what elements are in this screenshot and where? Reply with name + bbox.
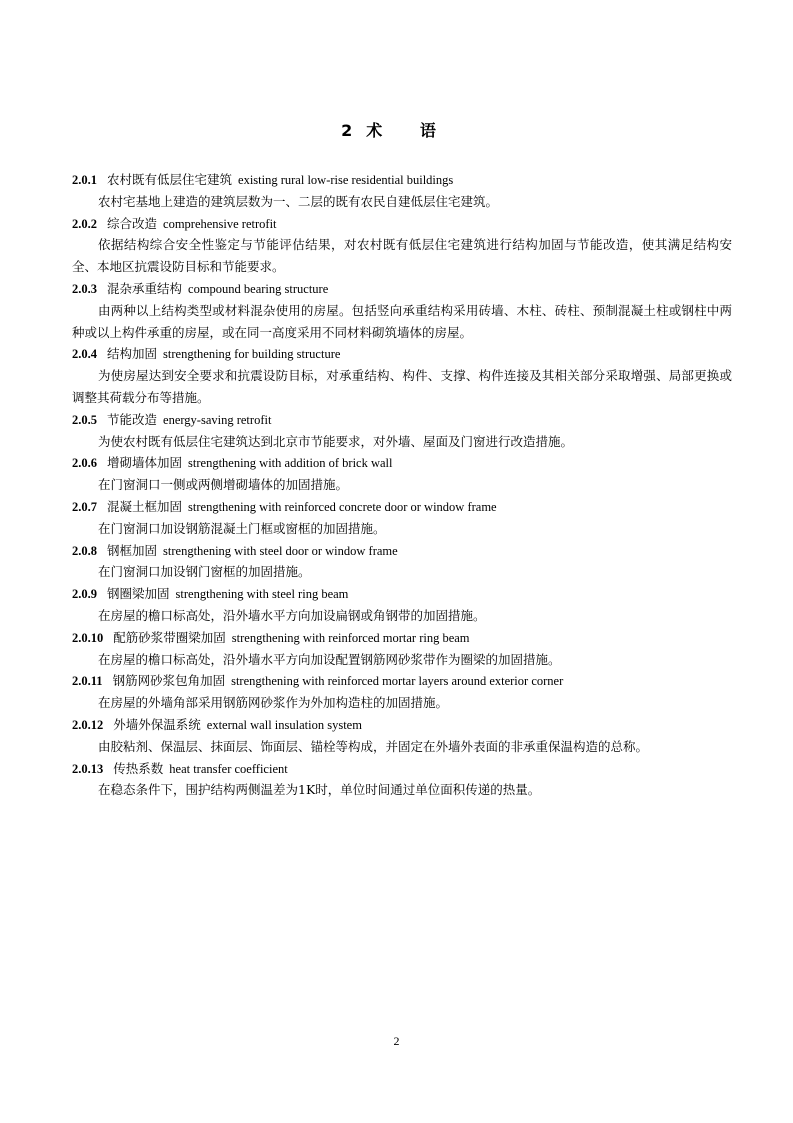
term-heading [72, 213, 732, 235]
term-heading [72, 540, 732, 562]
term-definition: 在房屋的檐口标高处，沿外墙水平方向加设扁钢或角钢带的加固措施。 [98, 607, 486, 623]
term-heading [72, 758, 732, 780]
term-code: 2.0.13 [72, 761, 104, 776]
term-english: existing rural low-rise residential buildings [238, 173, 454, 187]
term-chinese: 钢框加固 [107, 542, 158, 558]
term-code: 2.0.4 [72, 347, 97, 362]
term-chinese: 混凝土框加固 [107, 498, 183, 514]
term-entry [72, 343, 732, 408]
term-entry [72, 213, 732, 278]
term-english: strengthening with steel door or window frame [163, 543, 398, 558]
term-code: 2.0.1 [72, 173, 97, 187]
term-code: 2.0.6 [72, 456, 97, 471]
term-code: 2.0.8 [72, 543, 97, 558]
term-heading [72, 583, 732, 605]
terms-list [72, 169, 732, 801]
term-definition: 在门窗洞口加设钢门窗框的加固措施。 [98, 564, 311, 580]
term-definition: 由两种以上结构类型或材料混杂使用的房屋。包括竖向承重结构采用砖墙、木柱、砖柱、预制混凝土柱或钢柱中两种或以上构件承重的房屋，或在同一高度采用不同材料砌筑墙体的房屋。 [72, 302, 732, 340]
term-definition: 依据结构综合安全性鉴定与节能评估结果，对农村既有低层住宅建筑进行结构加固与节能改造，使其满足结构安全、本地区抗震设防目标和节能要求。 [72, 237, 732, 275]
term-code: 2.0.7 [72, 499, 97, 514]
term-chinese: 节能改造 [107, 411, 158, 427]
term-heading [72, 452, 732, 474]
term-english: strengthening with steel ring beam [175, 587, 349, 602]
term-code: 2.0.11 [72, 674, 103, 689]
term-definition: 农村宅基地上建造的建筑层数为一、二层的既有农民自建低层住宅建筑。 [98, 193, 499, 209]
term-definition: 在门窗洞口加设钢筋混凝土门框或窗框的加固措施。 [98, 520, 386, 536]
term-code: 2.0.9 [72, 587, 97, 602]
term-heading [72, 496, 732, 518]
term-entry [72, 278, 732, 343]
term-entry [72, 452, 732, 496]
term-entry [72, 627, 732, 671]
term-entry [72, 540, 732, 584]
term-entry [72, 496, 732, 540]
term-english: heat transfer coefficient [169, 761, 288, 776]
term-heading [72, 627, 732, 649]
term-definition: 在房屋的檐口标高处，沿外墙水平方向加设配置钢筋网砂浆带作为圈梁的加固措施。 [98, 651, 561, 667]
term-entry [72, 714, 732, 758]
section-title [0, 118, 793, 141]
term-code: 2.0.10 [72, 630, 104, 645]
term-code: 2.0.5 [72, 412, 97, 427]
term-entry [72, 583, 732, 627]
term-definition: 为使农村既有低层住宅建筑达到北京市节能要求，对外墙、屋面及门窗进行改造措施。 [98, 433, 574, 449]
term-definition: 在房屋的外墙角部采用钢筋网砂浆作为外加构造柱的加固措施。 [98, 695, 449, 711]
term-chinese: 混杂承重结构 [107, 280, 183, 296]
page-number: 2 [393, 1034, 400, 1048]
term-chinese: 结构加固 [107, 346, 158, 362]
term-chinese: 综合改造 [107, 215, 158, 231]
term-entry [72, 169, 732, 213]
term-english: strengthening with reinforced mortar layers around exterior corner [231, 674, 564, 689]
term-entry [72, 409, 732, 453]
term-heading [72, 278, 732, 300]
term-english: strengthening with reinforced concrete door or window frame [188, 499, 497, 514]
term-heading [72, 409, 732, 431]
term-chinese: 增砌墙体加固 [107, 455, 183, 471]
term-definition: 在稳态条件下，围护结构两侧温差为1K时，单位时间通过单位面积传递的热量。 [98, 782, 541, 798]
term-code: 2.0.12 [72, 717, 104, 732]
term-heading [72, 169, 732, 191]
term-chinese: 传热系数 [113, 760, 164, 776]
term-english: energy-saving retrofit [163, 412, 272, 427]
term-definition: 在门窗洞口一侧或两侧增砌墙体的加固措施。 [98, 477, 349, 493]
term-chinese: 钢圈梁加固 [107, 586, 170, 602]
term-code: 2.0.2 [72, 216, 97, 231]
term-entry [72, 670, 732, 714]
term-entry [72, 758, 732, 802]
term-chinese: 配筋砂浆带圈梁加固 [113, 629, 226, 645]
section-title-text: 术 语 [366, 121, 452, 140]
term-chinese: 钢筋网砂浆包角加固 [112, 673, 226, 689]
term-heading [72, 714, 732, 736]
term-english: external wall insulation system [206, 717, 362, 732]
term-english: comprehensive retrofit [163, 216, 277, 231]
term-english: strengthening for building structure [163, 347, 341, 362]
term-heading [72, 343, 732, 365]
term-english: strengthening with reinforced mortar ring beam [231, 630, 470, 645]
term-definition: 为使房屋达到安全要求和抗震设防目标，对承重结构、构件、支撑、构件连接及其相关部分采取增强、局部更换或调整其荷载分布等措施。 [72, 368, 732, 405]
term-code: 2.0.3 [72, 281, 97, 296]
term-english: compound bearing structure [188, 281, 329, 296]
term-english: strengthening with addition of brick wall [188, 456, 393, 471]
section-number: 2 [341, 121, 353, 140]
term-definition: 由胶粘剂、保温层、抹面层、饰面层、锚栓等构成，并固定在外墙外表面的非承重保温构造的总称。 [98, 738, 649, 754]
term-heading [72, 670, 732, 692]
term-chinese: 外墙外保温系统 [113, 716, 201, 732]
term-chinese: 农村既有低层住宅建筑 [107, 172, 233, 187]
